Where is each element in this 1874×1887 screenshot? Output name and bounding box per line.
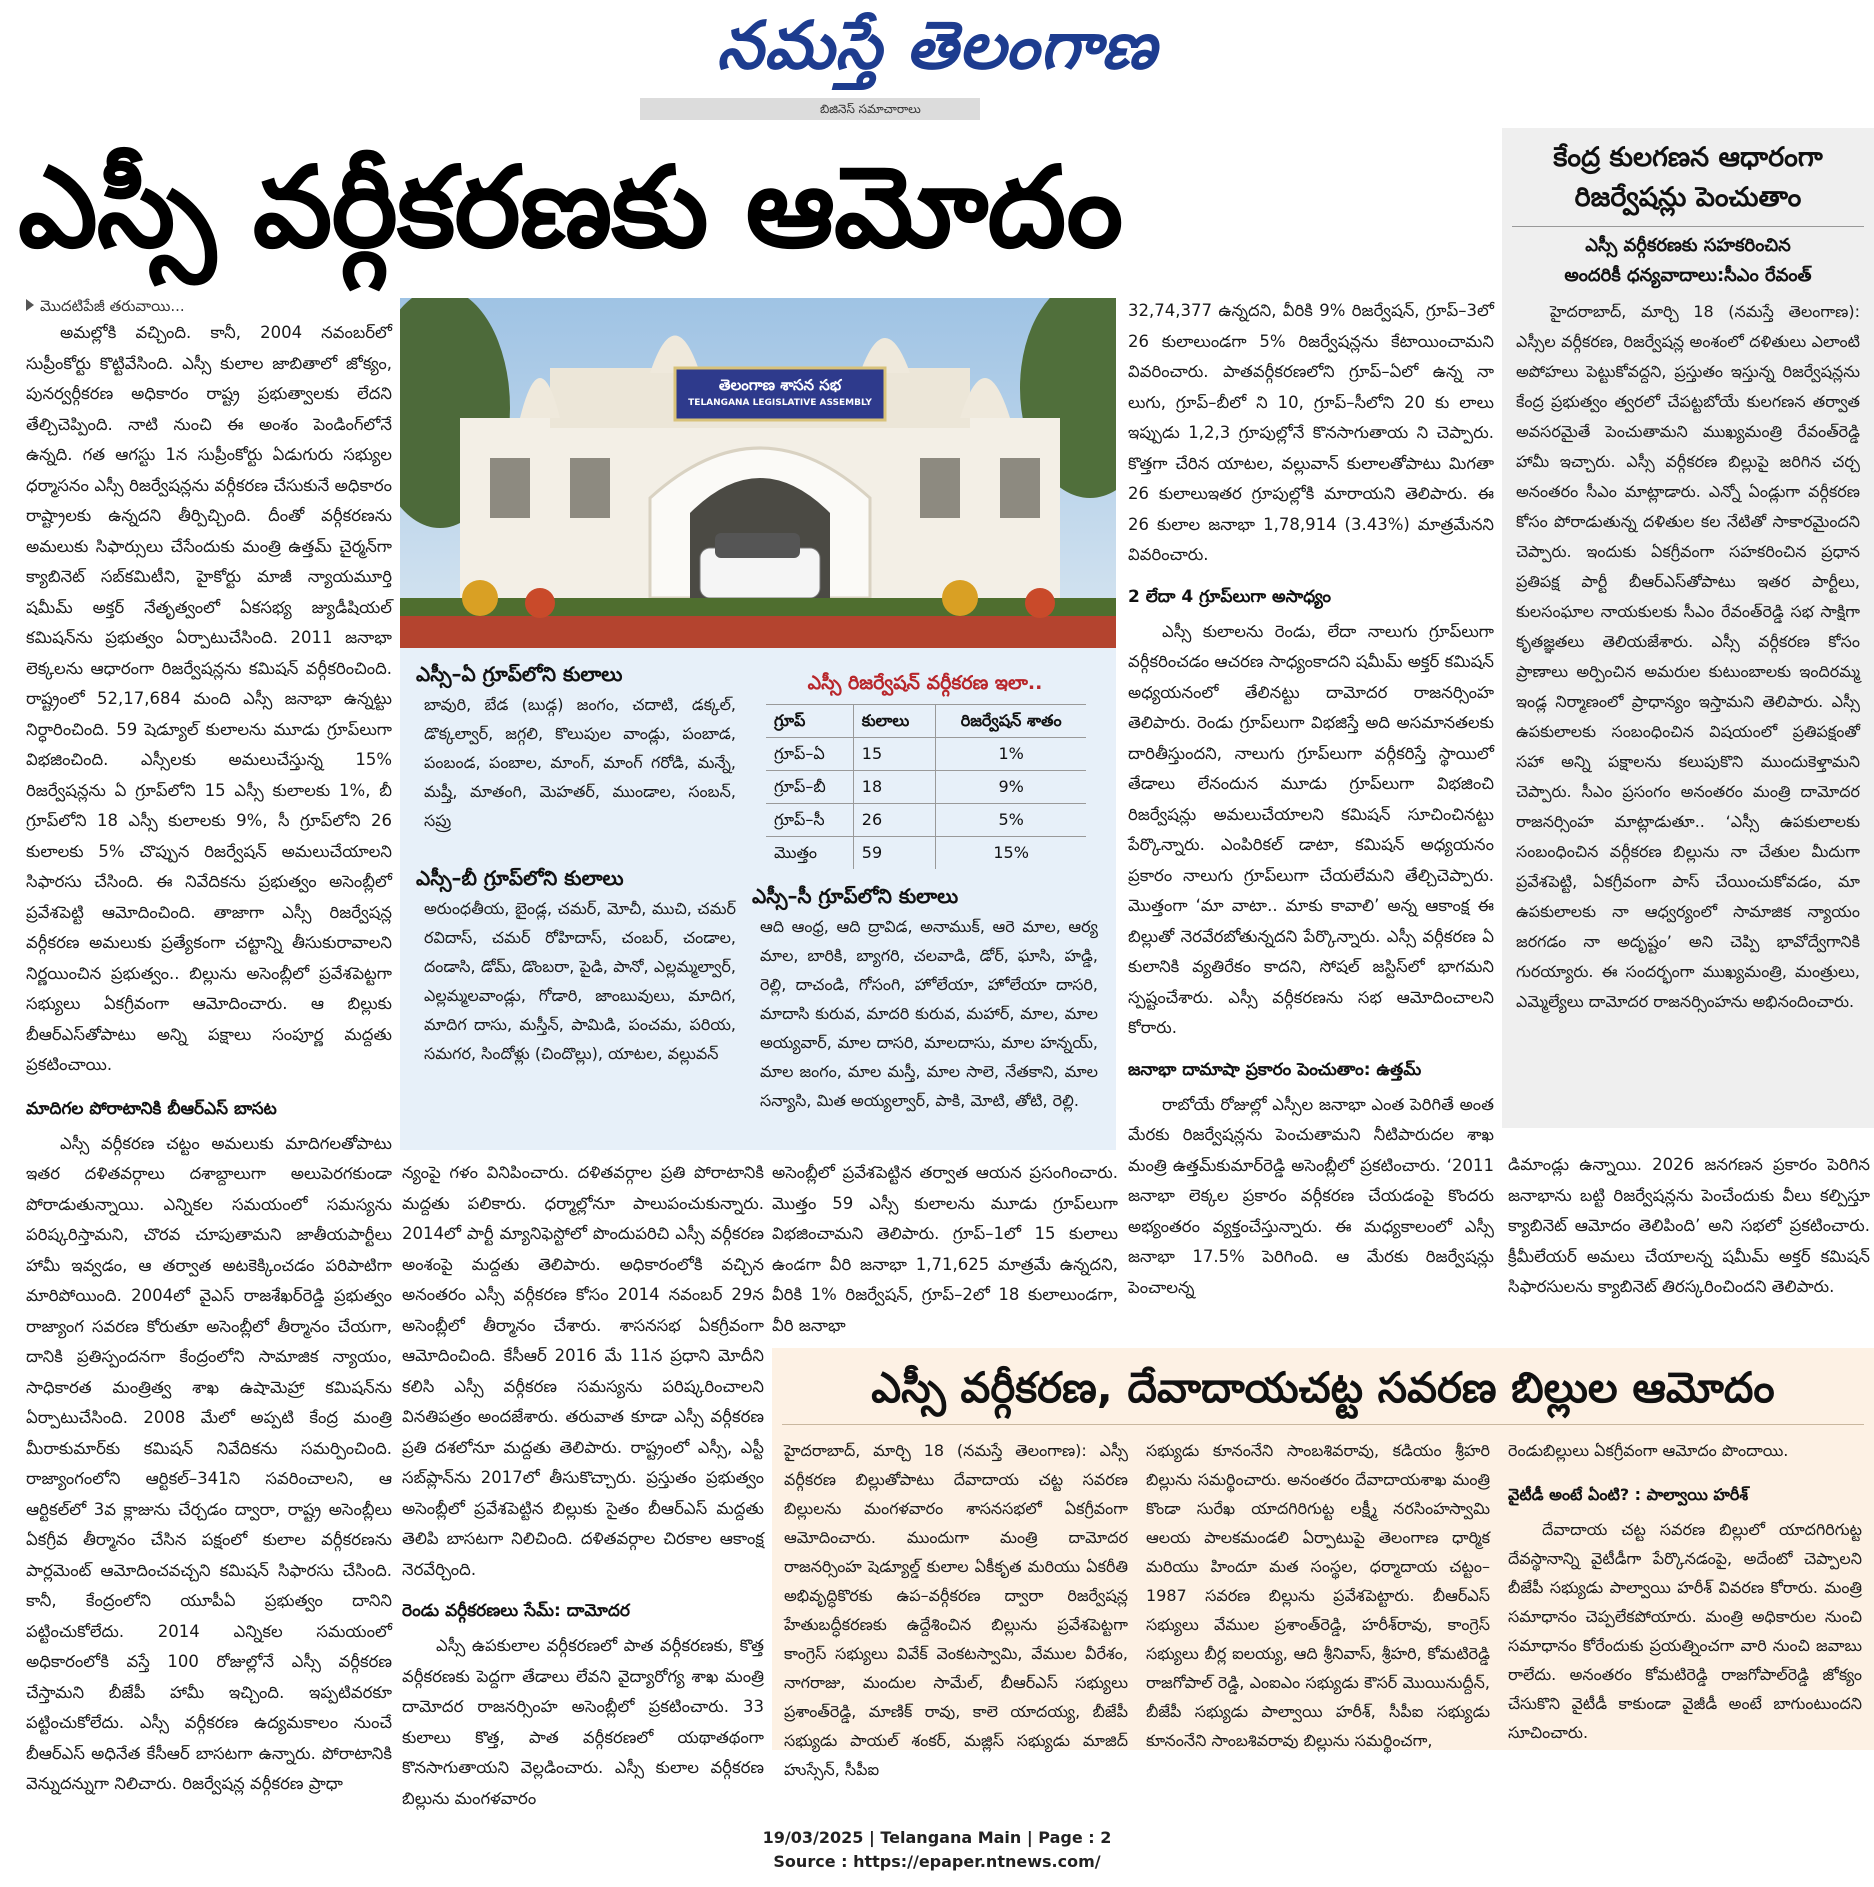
column-3-body [772,1158,1118,1341]
group-c-list [752,880,1098,1115]
column-4 [1128,296,1494,1297]
sidebar-subhead-2: అందరికీ ధన్యవాదాలు:సీఎం రేవంత్ [1564,265,1812,286]
column-4-body-3 [1128,1090,1494,1304]
table-row [766,837,1086,870]
group-b-castes: అరుంధతీయ, బైండ్ల, చమర్, మోచీ, ముచి, చమర్ రవిదాస్, చమర్ రోహిదాస్, చంబర్, చండాల, దండాసి, డోమ్, డొంబరా, పైడి, పానో, ఎల్లమ్మల్వార్, ఎల్లమ్మలవాండ్లు, గోడారి, జాంబువులు, మాదిగ, మాదిగ దాసు, మస్తీన్, పామిడి, పంచమ, పరియ, సమగర, సిందోళ్లు (చిందొల్లు), యాటల, వల్లువన్ [424,899,736,1063]
subhead-uttam: జనాభా దామాషా ప్రకారం పెంచుతాం: ఉత్తమ్ [1128,1059,1422,1080]
column-4-body [1128,296,1494,571]
sidebar-body [1502,291,1874,1017]
group-b-title: ఎస్సీ–బీ గ్రూప్‌లోని కులాలు [416,866,624,890]
bottom-story-col-b: సభ్యుడు కూనంనేని సాంబశివరావు, కడియం శ్రీహరి బిల్లును సమర్థించారు. అనంతరం దేవాదాయశాఖ మంత్రి కొండా సురేఖ యాదగిరిగుట్ట లక్ష్మీ నరసింహస్వామి ఆలయ పాలకమండలి ఏర్పాటుపై తెలంగాణ ధార్మిక మరియు హిందూ మత సంస్థల, ధర్మాదాయ చట్టం–1987 సవరణ బిల్లును ప్రవేశపెట్టారు. బీఆర్‌ఎస్ సభ్యులు వేముల ప్రశాంత్‌రెడ్డి, హరీశ్‌రావు, కాంగ్రెస్ సభ్యులు బీర్ల ఐలయ్య, ఆది శ్రీనివాస్, శ్రీహరి, కోమటిరెడ్డి రాజగోపాల్ రెడ్డి, ఎంఐఎం సభ్యుడు కౌసర్ మొయినుద్దీన్, బీజేపీ సభ్యుడు పాల్వాయి హరీశ్, సీపీఐ సభ్యుడు కూనంనేని సాంబశివరావు బిల్లును సమర్థించగా, [1146,1441,1490,1750]
column-header: గ్రూప్ [766,705,853,738]
masthead-tagline: బిజినెస్ సమాచారాలు [640,98,980,120]
sidebar-headline-1: కేంద్ర కులగణన ఆధారంగా [1553,142,1823,173]
subhead-damodara: రెండు వర్గీకరణలు సేమ్: దామోదర [402,1601,630,1621]
caste-list-box [400,648,1116,1150]
sidebar-story [1502,128,1874,1128]
column-header: రిజర్వేషన్ శాతం [936,705,1086,738]
bottom-story-col-c [1508,1436,1862,1747]
bottom-story-col-a: హైదరాబాద్, మార్చి 18 (నమస్తే తెలంగాణ): ఎస్సీ వర్గీకరణ బిల్లుతోపాటు దేవాదాయ చట్ట సవరణ బిల్లులను మంగళవారం శాసనసభలో ఏకగ్రీవంగా ఆమోదించారు. ముందుగా మంత్రి దామోదర రాజనర్సింహ షెడ్యూల్డ్ కులాల ఏకీకృత మరియు ఏకరీతి అభివృద్ధికొరకు ఉప–వర్గీకరణ ద్వారా రిజర్వేషన్ల హేతుబద్ధీకరణకు ఉద్దేశించిన బిల్లును ప్రవేశపెట్టగా కాంగ్రెస్ సభ్యులు వివేక్ వెంకటస్వామి, వేముల వీరేశం, నాగరాజు, మందుల సామేల్, బీఆర్‌ఎస్ సభ్యులు ప్రశాంత్‌రెడ్డి, మాణిక్ రావు, కాలె యాదయ్య, బీజేపీ సభ్యుడు పాయల్ శంకర్, మజ్లిస్ సభ్యుడు మాజిద్ హుస్సేన్, సీపీఐ [784,1441,1128,1779]
paragraph: ఎస్సీ కులాలను రెండు, లేదా నాలుగు గ్రూప్‌లుగా వర్గీకరించడం ఆచరణ సాధ్యంకాదని షమీమ్ అక్తర్ కమిషన్ అధ్యయనంలో తేలినట్టు దామోదర రాజనర్సింహ తెలిపారు. రెండు గ్రూప్‌లుగా విభజిస్తే అది అసమానతలకు దారితీస్తుందని, నాలుగు గ్రూప్‌లుగా వర్గీకరిస్తే స్థాయిలో తేడాలు లేనందున మూడు గ్రూప్‌లుగా విభజించి రిజర్వేషన్లు అమలుచేయాలని కమిషన్ సూచించినట్టు పేర్కొన్నారు. ఎంపిరికల్ డాటా, కమిషన్ అధ్యయనం ప్రకారం నాలుగు గ్రూప్‌లుగా చేయలేమని తేల్చిచెప్పారు. మొత్తంగా ‘మా వాటా.. మాకు కావాలి’ అన్న ఆకాంక్ష ఈ బిల్లుతో నెరవేరబోతున్నదని పేర్కొన్నారు. ఎస్సీ వర్గీకరణ ఏ కులానికి వ్యతిరేకం కాదని, సోషల్ జస్టిస్‌లో భాగమని స్పష్టంచేశారు. ఎస్సీ వర్గీకరణను సభ ఆమోదించాలని కోరారు. [1128,621,1494,1037]
continued-from-front: మొదటిపేజీ తరువాయి... [40,297,185,315]
paragraph: అసెంబ్లీలో ప్రవేశపెట్టిన తర్వాత ఆయన ప్రసంగించారు. మొత్తం 59 ఎస్సీ కులాలను మూడు గ్రూప్‌లుగా విభజించామని తెలిపారు. గ్రూప్–1లో 15 కులాలు ఉండగా వీరి జనాభా 1,71,625 మాత్రమే ఉన్నదని, వీరికి 1% రిజర్వేషన్, గ్రూప్–2లో 18 కులాలుండగా, వీరి జనాభా [772,1163,1118,1335]
paragraph: అమల్లోకి వచ్చింది. కానీ, 2004 నవంబర్‌లో సుప్రీంకోర్టు కొట్టివేసింది. ఎస్సీ కులాల జాబితాలో జోక్యం, పునర్వర్గీకరణ అధికారం రాష్ట్ర ప్రభుత్వాలకు లేదని తేల్చిచెప్పింది. నాటి నుంచి ఈ అంశం పెండింగ్‌లోనే ఉన్నది. గత ఆగస్టు 1న సుప్రీంకోర్టు ఏడుగురు సభ్యుల ధర్మాసనం ఎస్సీ రిజర్వేషన్లను వర్గీకరణ చేసుకునే అధికారం రాష్ట్రాలకు ఉన్నదని తీర్పిచ్చింది. దీంతో వర్గీకరణను అమలుకు సిఫార్సులు చేసేందుకు మంత్రి ఉత్తమ్ చైర్మన్‌గా క్యాబినెట్ సబ్‌కమిటీని, హైకోర్టు మాజీ న్యాయమూర్తి షమీమ్ అక్తర్ నేతృత్వంలో ఏకసభ్య జ్యుడీషియల్ కమిషన్‌ను ప్రభుత్వం ఏర్పాటుచేసింది. 2011 జనాభా లెక్కలను ఆధారంగా రిజర్వేషన్లను కమిషన్ వర్గీకరించింది. రాష్ట్రంలో 52,17,684 మంది ఎస్సీ జనాభా ఉన్నట్టు నిర్ధారించింది. 59 షెడ్యూల్ కులాలను మూడు గ్రూప్‌లుగా విభజించింది. ఎస్సీలకు అమలుచేస్తున్న 15% రిజర్వేషన్లను ఏ గ్రూప్‌లోని 15 ఎస్సీ కులాలకు 1%, బీ గ్రూప్‌లోని 18 ఎస్సీ కులాలకు 9%, సీ గ్రూప్‌లోని 26 కులాలకు 5% చొప్పున రిజర్వేషన్ అమలుచేయాలని సిఫారసు చేసింది. ఈ నివేదికను ప్రభుత్వం అసెంబ్లీలో ప్రవేశపెట్టి ఆమోదించింది. తాజాగా ఎస్సీ రిజర్వేషన్ల వర్గీకరణ అమలుకు ప్రత్యేకంగా చట్టాన్ని తీసుకురావాలని నిర్ణయించిన ప్రభుత్వం.. బిల్లును అసెంబ్లీలో ప్రవేశపెట్టగా సభ్యులు ఏకగ్రీవంగా ఆమోదించారు. ఆ బిల్లుకు బీఆర్‌ఎస్‌తోపాటు అన్ని పక్షాలు సంపూర్ణ మద్దతు ప్రకటించాయి. [26,323,392,1074]
reservation-table-title: ఎస్సీ రిజర్వేషన్ వర్గీకరణ ఇలా.. [807,672,1043,694]
table-cell: 1% [936,738,1086,771]
subhead-madiga-struggle: మాదిగల పోరాటానికి బీఆర్‌ఎస్ బాసట [26,1098,277,1119]
source-link[interactable]: Source : https://epaper.ntnews.com/ [773,1852,1101,1871]
table-row [766,738,1086,771]
continued-arrow-icon [26,299,34,311]
table-cell: గ్రూప్–ఏ [766,738,853,771]
column-4-body-2 [1128,617,1494,1044]
column-2-body [402,1158,764,1585]
table-cell: 15% [936,837,1086,870]
table-cell: మొత్తం [766,837,853,870]
edition-info: 19/03/2025 | Telangana Main | Page : 2 [762,1828,1112,1847]
reservation-table-block [752,668,1098,869]
paragraph: దేవాదాయ చట్ట సవరణ బిల్లులో యాదగిరిగుట్ట దేవస్థానాన్ని వైటీడీగా పేర్కొనడంపై, అదేంటో చెప్పాలని బీజేపీ సభ్యుడు పాల్వాయి హరీశ్ వివరణ కోరారు. మంత్రి సమాధానం చెప్పలేకపోయారు. మంత్రి అధికారుల నుంచి సమాధానం కోరేందుకు ప్రయత్నించగా వారి నుంచి జవాబు రాలేదు. అనంతరం కోమటిరెడ్డి రాజగోపాల్‌రెడ్డి జోక్యం చేసుకొని వైటీడీ కాకుండా వైజీడీ అంటే బాగుంటుందని సూచించారు. [1508,1520,1862,1742]
column-1-body-2 [26,1129,392,1800]
paragraph: 32,74,377 ఉన్నదని, వీరికి 9% రిజర్వేషన్, గ్రూప్–3లో 26 కులాలుండగా 5% రిజర్వేషన్లను కేటాయించామని వివరించారు. పాతవర్గీకరణలోని గ్రూప్–ఏలో ఉన్న నా లుగు, గ్రూప్–బీలో ని 10, గ్రూప్–సీలోని 20 కు లాలు ఇప్పుడు 1,2,3 గ్రూపుల్లోనే కొనసాగుతాయ ని చెప్పారు. కొత్తగా చేరిన యాటల, వల్లువాన్ కులాలతోపాటు మిగతా 26 కులాలుఇతర గ్రూపుల్లోకి మారాయని తెలిపారు. ఈ 26 కులాల జనాభా 1,78,914 (3.43%) మాత్రమేనని వివరించారు. [1128,301,1494,564]
bottom-story-headline: ఎస్సీ వర్గీకరణ, దేవాదాయచట్ట సవరణ బిల్లుల ఆమోదం [871,1363,1775,1412]
group-a-list [416,658,736,835]
table-header-row [766,705,1086,738]
page-footer [0,1826,1874,1874]
table-row [766,804,1086,837]
assembly-photo [400,298,1116,648]
table-cell: 5% [936,804,1086,837]
subhead-two-or-four-groups: 2 లేదా 4 గ్రూప్‌లుగా అసాధ్యం [1128,586,1332,607]
paragraph: ఎస్సీ ఉపకులాల వర్గీకరణలో పాత వర్గీకరణకు, కొత్త వర్గీకరణకు పెద్దగా తేడాలు లేవని వైద్యారోగ్య శాఖ మంత్రి దామోదర రాజనర్సింహ అసెంబ్లీలో ప్రకటించారు. 33 కులాలు కొత్త, పాత వర్గీకరణలో యథాతథంగా కొనసాగుతాయని వెల్లడించారు. ఎస్సీ కులాల వర్గీకరణ బిల్లును మంగళవారం [402,1636,764,1808]
bottom-story [772,1348,1874,1779]
column-5-body [1508,1150,1870,1303]
group-a-title: ఎస్సీ–ఏ గ్రూప్‌లోని కులాలు [416,662,623,686]
group-c-castes: ఆది ఆంధ్ర, ఆది ద్రావిడ, అనాముక్, ఆరె మాల, ఆర్య మాల, బారికి, బ్యాగరి, చలవాడి, డోర్, ఘాసి, హడ్డి, రెల్లి, దాచండి, గోసంగి, హోలేయా, హోలేయా దాసరి, మాదాసి కురువ, మాదరి కురువ, మహార్, మాల, మాల అయ్యవార్, మాల దాసరి, మాలదాసు, మాల హన్నయ్, మాల జంగం, మాల మస్తీ, మాల సాలె, నేతకాని, మాల సన్యాసి, మిత అయ్యల్వార్, పాకి, మోటి, తోటి, రెల్లి. [760,917,1098,1110]
subhead-ytd: వైటీడీ అంటే ఏంటి? : పాల్వాయి హరీశ్ [1508,1485,1749,1504]
table-cell: 59 [853,837,936,870]
paragraph: డిమాండ్లు ఉన్నాయి. 2026 జనగణన ప్రకారం పెరిగిన జనాభాను బట్టి రిజర్వేషన్లను పెంచేందుకు వీలు కల్పిస్తూ క్యాబినెట్ ఆమోదం తెలిపింది’ అని సభలో ప్రకటించారు. క్రీమీలేయర్ అమలు చేయాలన్న షమీమ్ అక్తర్ కమిషన్ సిఫారసులను క్యాబినెట్ తిరస్కరించిందని తెలిపారు. [1508,1155,1870,1296]
column-2-body-2 [402,1631,764,1814]
assembly-sign-telugu: తెలంగాణ శాసన సభ [718,376,842,394]
assembly-building-icon [400,298,1116,648]
paragraph: న్యంపై గళం వినిపించారు. దళితవర్గాల ప్రతి పోరాటానికి మద్దతు పలికారు. ధర్మాల్లోనూ పాలుపంచుకున్నారు. 2014లో పార్టీ మ్యానిఫెస్టోలో పొందుపరిచి ఎస్సీ వర్గీకరణ అంశంపై మద్దతు తెలిపారు. అధికారంలోకి వచ్చిన అనంతరం ఎస్సీ వర్గీకరణ కోసం 2014 నవంబర్ 29న అసెంబ్లీలో తీర్మానం చేశారు. శాసనసభ ఏకగ్రీవంగా ఆమోదించింది. కేసీఆర్ 2016 మే 11న ప్రధాని మోదీని కలిసి ఎస్సీ వర్గీకరణ సమస్యను పరిష్కరించాలని వినతిపత్రం అందజేశారు. తరువాత కూడా ఎస్సీ వర్గీకరణ ప్రతి దశలోనూ మద్దతు తెలిపారు. రాష్ట్రంలో ఎస్సీ, ఎస్టీ సబ్‌ప్లాన్‌ను 2017లో తీసుకొచ్చారు. ప్రస్తుతం ప్రభుత్వం అసెంబ్లీలో ప్రవేశపెట్టిన బిల్లుకు సైతం బీఆర్‌ఎస్ మద్దతు తెలిపి బాసటగా నిలిచింది. దళితవర్గాల చిరకాల ఆకాంక్ష నెరవేర్చింది. [402,1163,764,1579]
sidebar-paragraph: హైదరాబాద్, మార్చి 18 (నమస్తే తెలంగాణ): ఎస్సీల వర్గీకరణ, రిజర్వేషన్ల అంశంలో దళితులు ఎలాంటి అపోహలు పెట్టుకోవద్దని, ప్రస్తుతం ఇస్తున్న రిజర్వేషన్లను కేంద్ర ప్రభుత్వం త్వరలో చేపట్టబోయే కులగణన తర్వాత అవసరమైతే పెంచుతామని ముఖ్యమంత్రి రేవంత్‌రెడ్డి హామీ ఇచ్చారు. ఎస్సీ వర్గీకరణ బిల్లుపై జరిగిన చర్చ అనంతరం సీఎం మాట్లాడారు. ఎన్నో ఏండ్లుగా వర్గీకరణ కోసం పోరాడుతున్న దళితుల కల నేటితో సాకారమైందని చెప్పారు. ఇందుకు ఏకగ్రీవంగా సహకరించిన ప్రధాన ప్రతిపక్ష పార్టీ బీఆర్‌ఎస్‌తోపాటు ఇతర పార్టీలు, కులసంఘాల నాయకులకు సీఎం రేవంత్‌రెడ్డి సభ సాక్షిగా కృతజ్ఞతలు తెలియజేశారు. ఎస్సీ వర్గీకరణ కోసం ప్రాణాలు అర్పించిన అమరుల కుటుంబాలకు ఇందిరమ్మ ఇండ్ల నిర్మాణంలో ప్రాధాన్యం ఇస్తామని తెలిపారు. ఎస్సీ ఉపకులాలకు సంబంధించిన విషయంలో ప్రతిపక్షంతో సహా అన్ని పక్షాలను కలుపుకొని ముందుకెళ్తామని చెప్పారు. సీఎం ప్రసంగం అనంతరం మంత్రి దామోదర రాజనర్సింహ మాట్లాడుతూ.. ‘ఎస్సీ ఉపకులాలకు సంబంధించిన వర్గీకరణ బిల్లును నా చేతుల మీదుగా ప్రవేశపెట్టి, ఏకగ్రీవంగా పాస్ చేయించుకోవడం, మా ఉపకులాలకు నా ఆధ్వర్యంలో సామాజిక న్యాయం జరగడం నా అదృష్టం’ అని చెప్పి భావోద్వేగానికి గురయ్యారు. ఈ సందర్భంగా ముఖ్యమంత్రి, మంత్రులు, ఎమ్మెల్యేలు దామోదర రాజనర్సింహను అభినందించారు. [1516,302,1860,1011]
masthead-title: నమస్తే తెలంగాణ [716,6,1158,84]
column-header: కులాలు [853,705,936,738]
sidebar-subhead-1: ఎస్సీ వర్గీకరణకు సహకరించిన [1585,235,1791,256]
table-row [766,771,1086,804]
column-1 [26,294,392,1794]
column-2-lower [402,1158,764,1808]
table-cell: 15 [853,738,936,771]
column-3-lower [772,1158,1118,1338]
paragraph: ఎస్సీ వర్గీకరణ చట్టం అమలుకు మాదిగలతోపాటు ఇతర దళితవర్గాలు దశాబ్దాలుగా అలుపెరగకుండా పోరాడుతున్నాయి. ఎన్నికల సమయంలో సమస్యను పరిష్కరిస్తామని, చొరవ చూపుతామని జాతీయపార్టీలు హామీ ఇవ్వడం, ఆ తర్వాత అటకెక్కించడం పరిపాటిగా మారిపోయింది. 2004లో వైఎస్ రాజశేఖర్‌రెడ్డి ప్రభుత్వం రాజ్యాంగ సవరణ కోరుతూ అసెంబ్లీలో తీర్మానం చేయగా, దానికి ప్రతిస్పందనగా కేంద్రంలోని సామాజిక న్యాయం, సాధికారత మంత్రిత్వ శాఖ ఉషామెహ్రా కమిషన్‌ను ఏర్పాటుచేసింది. 2008 మేలో అప్పటి కేంద్ర మంత్రి మీరాకుమార్‌కు కమిషన్ నివేదికను సమర్పించింది. రాజ్యాంగంలోని ఆర్టికల్–341ని సవరించాలని, ఆ ఆర్టికల్‌లో 3వ క్లాజును చేర్చడం ద్వారా, రాష్ట్ర అసెంబ్లీలు ఏకగ్రీవ తీర్మానం చేసిన పక్షంలో కులాల వర్గీకరణను పార్లమెంట్ ఆమోదించవచ్చని కమిషన్ సిఫారసు చేసింది. కానీ, కేంద్రంలోని యూపీఏ ప్రభుత్వం దానిని పట్టించుకోలేదు. 2014 ఎన్నికల సమయంలో అధికారంలోకి వస్తే 100 రోజుల్లోనే ఎస్సీ వర్గీకరణ చేస్తామని బీజేపీ హామీ ఇచ్చింది. ఇప్పటివరకూ పట్టించుకోలేదు. ఎస్సీ వర్గీకరణ ఉద్యమకాలం నుంచే బీఆర్‌ఎస్ అధినేత కేసీఆర్ బాసటగా ఉన్నారు. పోరాటానికి వెన్నుదన్నుగా నిలిచారు. రిజర్వేషన్ల వర్గీకరణ ప్రాధా [26,1133,392,1793]
group-c-title: ఎస్సీ–సీ గ్రూప్‌లోని కులాలు [752,884,959,908]
table-cell: గ్రూప్–బీ [766,771,853,804]
assembly-sign-english: TELANGANA LEGISLATIVE ASSEMBLY [688,398,872,408]
bottom-story-col-c-text [1508,1515,1862,1747]
column-1-body [26,318,392,1081]
reservation-table [766,704,1086,869]
table-cell: 9% [936,771,1086,804]
table-cell: 18 [853,771,936,804]
group-b-list [416,862,736,1068]
sidebar-headline-2: రిజర్వేషన్లు పెంచుతాం [1574,182,1802,213]
main-headline: ఎస్సీ వర్గీకరణకు ఆమోదం [18,143,1123,273]
table-cell: గ్రూప్–సీ [766,804,853,837]
bottom-story-col-c-intro: రెండుబిల్లులు ఏకగ్రీవంగా ఆమోదం పొందాయి. [1508,1441,1789,1460]
table-cell: 26 [853,804,936,837]
group-a-castes: బావురి, బేడ (బుడ్గ) జంగం, చదాటి, డక్కల్, డొక్కల్వార్, జగ్గలి, కొలుపుల వాండ్లు, పంబాడ, పంబండ, పంబాల, మాంగ్, మాంగ్ గరోడి, మన్నే, మష్తీ, మాతంగి, మెహతర్, ముండాల, సంబన్, సప్రు [424,695,736,830]
column-5-lower [1508,1150,1870,1340]
paragraph: రాబోయే రోజుల్లో ఎస్సీల జనాభా ఎంత పెరిగితే అంత మేరకు రిజర్వేషన్లను పెంచుతామని నీటిపారుదల శాఖ మంత్రి ఉత్తమ్‌కుమార్‌రెడ్డి అసెంబ్లీలో ప్రకటించారు. ‘2011 జనాభా లెక్కల ప్రకారం వర్గీకరణ చేయడంపై కొందరు అభ్యంతరం వ్యక్తంచేస్తున్నారు. ఈ మధ్యకాలంలో ఎస్సీ జనాభా 17.5% పెరిగింది. ఆ మేరకు రిజర్వేషన్లు పెంచాలన్న [1128,1094,1494,1297]
